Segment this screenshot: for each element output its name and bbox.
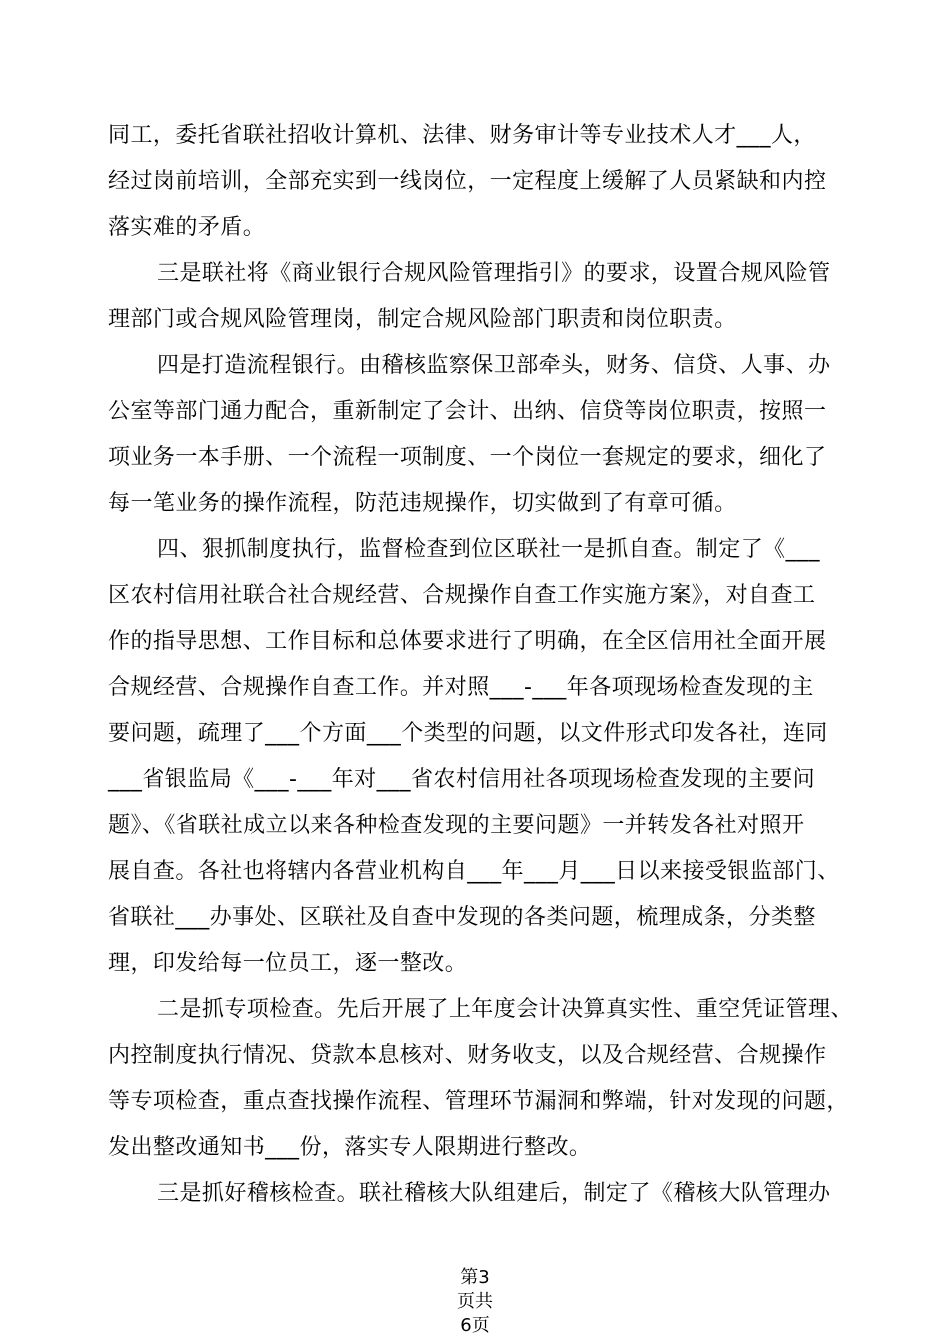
text-line: 发出整改通知书___份，落实专人限期进行整改。 (108, 1135, 592, 1160)
text-line: 题》、《省联社成立以来各种检查发现的主要问题》一并转发各社对照开 (108, 813, 805, 838)
document-body (108, 113, 853, 1217)
text-line: 区农村信用社联合社合规经营、合规操作自查工作实施方案》，对自查工 (108, 583, 816, 608)
text-line: 合规经营、合规操作自查工作。并对照___-___年各项现场检查发现的主 (108, 675, 814, 700)
page-number-line: 6页 (460, 1315, 490, 1336)
text-line: 理，印发给每一位员工，逐一整改。 (108, 951, 468, 976)
text-line: 内控制度执行情况、贷款本息核对、财务收支，以及合规经营、合规操作 (108, 1043, 827, 1068)
text-line: 作的指导思想、工作目标和总体要求进行了明确，在全区信用社全面开展 (108, 629, 827, 654)
text-line: 项业务一本手册、一个流程一项制度、一个岗位一套规定的要求，细化了 (108, 445, 827, 470)
page-number-footer (0, 1266, 950, 1338)
paragraph-start-line: 四、狠抓制度执行，监督检查到位区联社一是抓自查。制定了《___ (157, 537, 820, 562)
page-number-line: 页共 (457, 1291, 493, 1312)
text-line: 展自查。各社也将辖内各营业机构自___年___月___日以来接受银监部门、 (108, 859, 840, 884)
text-line: 理部门或合规风险管理岗，制定合规风险部门职责和岗位职责。 (108, 307, 737, 332)
paragraph-start-line: 二是抓专项检查。先后开展了上年度会计决算真实性、重空凭证管理、 (157, 997, 853, 1022)
text-line: 等专项检查，重点查找操作流程、管理环节漏洞和弊端，针对发现的问题， (108, 1089, 849, 1114)
paragraph-start-line: 四是打造流程银行。由稽核监察保卫部牵头，财务、信贷、人事、办 (157, 353, 831, 378)
page-number-line: 第3 (460, 1267, 490, 1288)
text-line: ___省银监局《___-___年对___省农村信用社各项现场检查发现的主要问 (108, 767, 816, 792)
text-line: 经过岗前培训，全部充实到一线岗位，一定程度上缓解了人员紧缺和内控 (108, 169, 827, 194)
paragraph-start-line: 三是联社将《商业银行合规风险管理指引》的要求，设置合规风险管 (157, 261, 831, 286)
text-line: 公室等部门通力配合，重新制定了会计、出纳、信贷等岗位职责，按照一 (108, 399, 827, 424)
paragraph-start-line: 三是抓好稽核检查。联社稽核大队组建后，制定了《稽核大队管理办 (157, 1181, 831, 1206)
text-line: 省联社___办事处、区联社及自查中发现的各类问题，梳理成条，分类整 (108, 905, 816, 930)
text-line: 要问题，疏理了___个方面___个类型的问题，以文件形式印发各社，连同 (108, 721, 828, 746)
text-line: 同工，委托省联社招收计算机、法律、财务审计等专业技术人才___人， (108, 123, 816, 148)
text-line: 每一笔业务的操作流程，防范违规操作，切实做到了有章可循。 (108, 491, 737, 516)
text-line: 落实难的矛盾。 (108, 215, 266, 240)
